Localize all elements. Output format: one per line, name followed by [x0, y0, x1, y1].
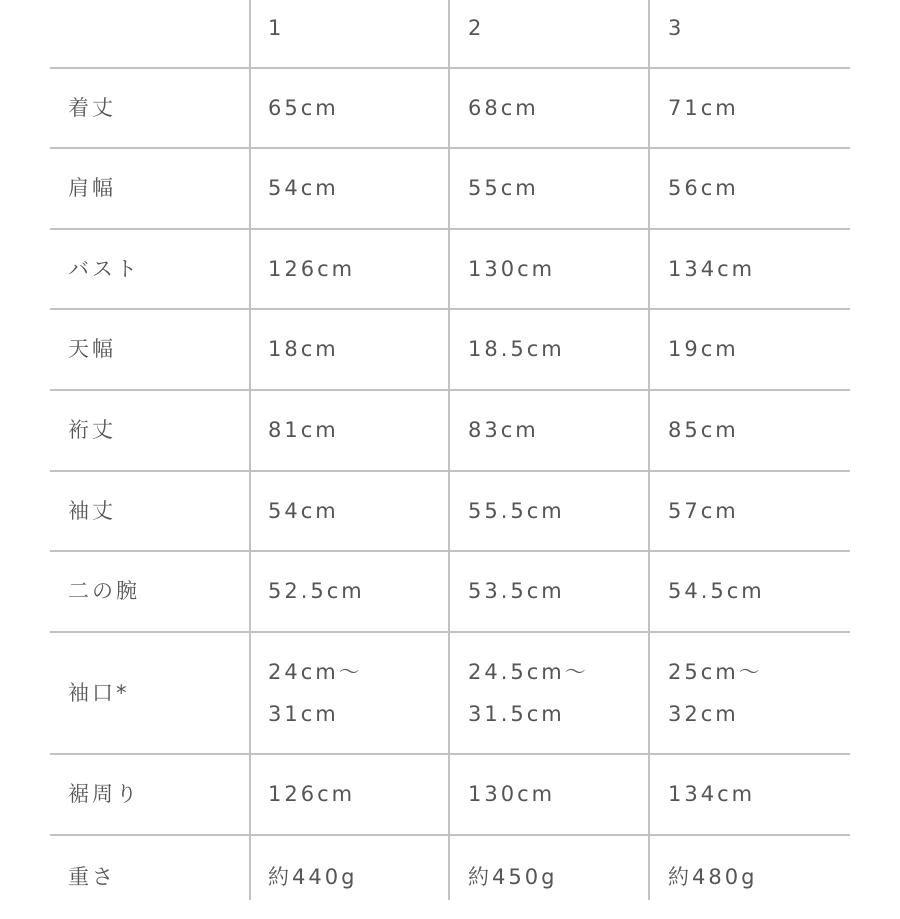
- row-label: バスト: [68, 256, 140, 281]
- table-cell: 24cm～ 31cm: [268, 659, 363, 726]
- row-label: 重さ: [68, 865, 116, 889]
- row-label: 袖丈: [68, 498, 116, 523]
- table-cell: 19cm: [668, 337, 739, 361]
- table-cell: 52.5cm: [268, 579, 365, 603]
- table-cell: 126cm: [268, 782, 356, 806]
- table-cell: 126cm: [268, 256, 356, 281]
- table-row: [0, 551, 900, 631]
- table-cell: 25cm～ 32cm: [668, 659, 763, 726]
- table-cell: 約480g: [668, 865, 758, 889]
- table-cell: 83cm: [468, 418, 539, 442]
- table-cell: 130cm: [468, 256, 556, 281]
- table-row: [0, 835, 900, 919]
- table-cell: 18.5cm: [468, 337, 565, 361]
- table-row: [0, 632, 900, 753]
- table-cell: 約450g: [468, 865, 558, 889]
- row-label: 肩幅: [68, 176, 116, 200]
- table-cell: 54.5cm: [668, 579, 765, 603]
- table-cell: 65cm: [268, 95, 339, 120]
- table-cell: 54cm: [268, 176, 339, 200]
- table-row: [0, 68, 900, 147]
- table-cell: 18cm: [268, 337, 339, 361]
- table-cell: 56cm: [668, 176, 739, 200]
- table-cell: 24.5cm～ 31.5cm: [468, 659, 589, 726]
- header-cell-empty: [50, 0, 250, 55]
- row-label: 着丈: [68, 95, 116, 120]
- table-cell: 134cm: [668, 782, 756, 806]
- table-cell: 55cm: [468, 176, 539, 200]
- table-cell: 55.5cm: [468, 498, 565, 523]
- table-cell: 53.5cm: [468, 579, 565, 603]
- header-cell-size-1: 1: [268, 15, 285, 40]
- table-cell: 134cm: [668, 256, 756, 281]
- header-cell-size-3: 3: [668, 15, 685, 40]
- table-cell: 71cm: [668, 95, 739, 120]
- table-row: [0, 229, 900, 308]
- table-cell: 54cm: [268, 498, 339, 523]
- row-label: 袖口*: [68, 680, 130, 705]
- table-row: [0, 390, 900, 470]
- header-cell-size-2: 2: [468, 15, 485, 40]
- table-cell: 130cm: [468, 782, 556, 806]
- table-row: [0, 309, 900, 389]
- table-row: [0, 754, 900, 834]
- row-label: 裾周り: [68, 782, 140, 806]
- table-row: [0, 148, 900, 228]
- table-cell: 57cm: [668, 498, 739, 523]
- row-label: 裄丈: [68, 418, 116, 442]
- table-cell: 68cm: [468, 95, 539, 120]
- row-label: 二の腕: [68, 579, 140, 603]
- table-cell: 85cm: [668, 418, 739, 442]
- header-row: [0, 0, 900, 55]
- table-cell: 約440g: [268, 865, 358, 889]
- table-row: [0, 471, 900, 550]
- row-label: 天幅: [68, 337, 116, 361]
- table-cell: 81cm: [268, 418, 339, 442]
